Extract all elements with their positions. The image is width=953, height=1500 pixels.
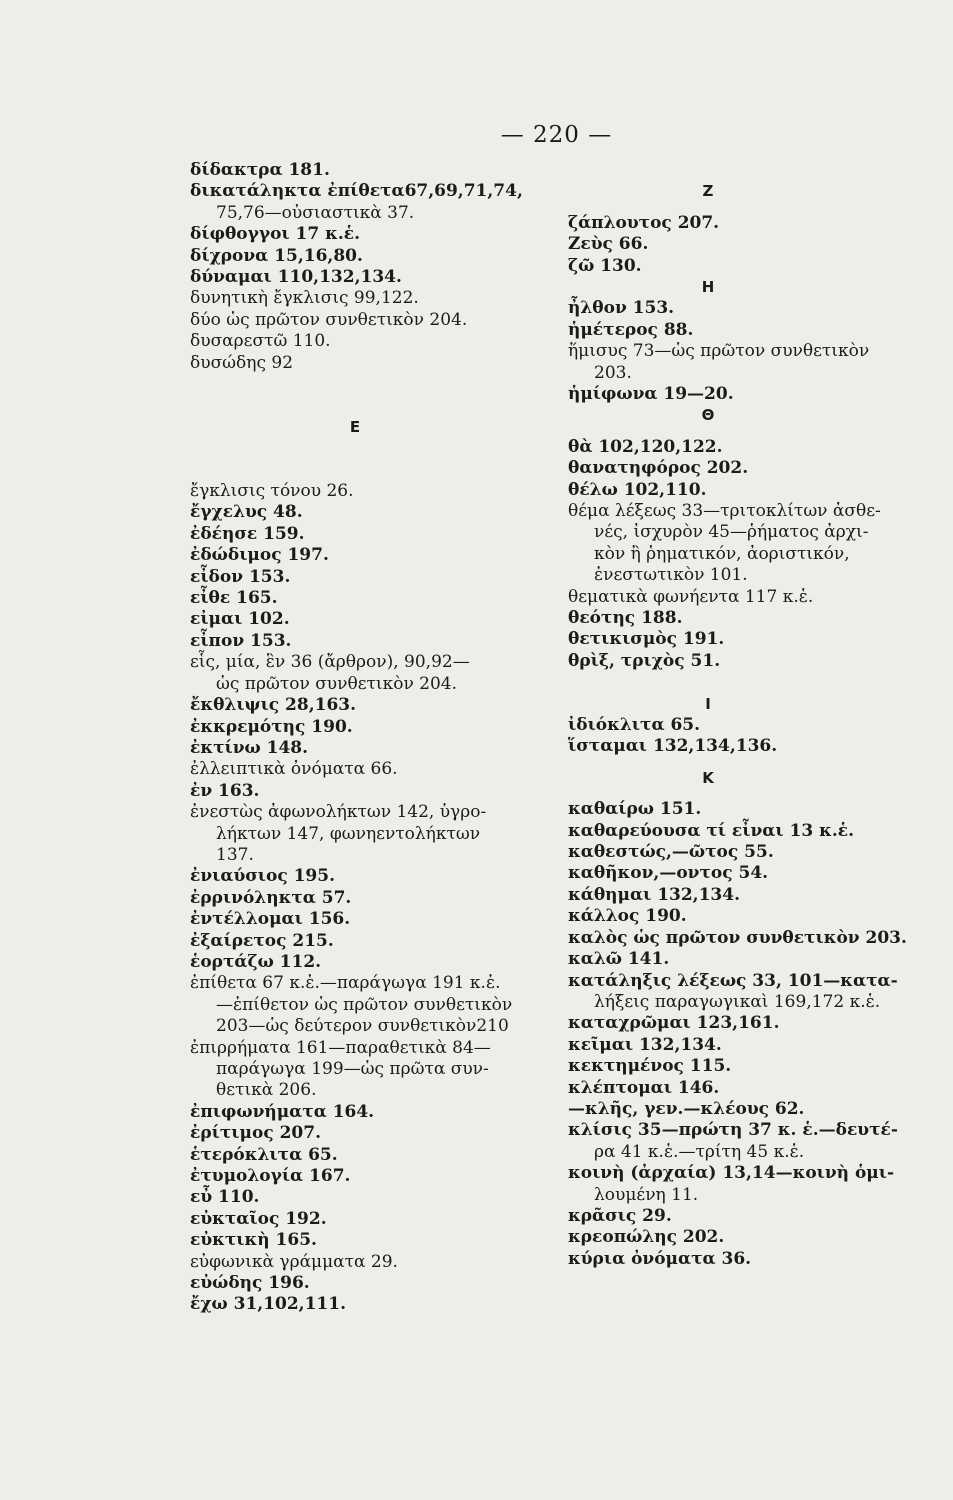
index-entry: ἐλλειπτικὰ ὀνόματα 66. [190,759,398,780]
index-entry: Ζεὺς 66. [568,234,649,255]
index-entry: ἐκτίνω 148. [190,737,309,758]
index-entry: κρεοπώλης 202. [568,1227,725,1248]
index-entry: θανατηφόρος 202. [568,458,749,479]
index-entry: κεῖμαι 132,134. [568,1034,722,1055]
section-heading-e: Ε [349,417,361,436]
index-entry: ἐν 163. [190,780,260,801]
index-entry: εὐκτικὴ 165. [190,1230,317,1251]
index-entry-continuation: ἐνεστωτικὸν 101. [594,565,748,586]
index-entry: δικατάληκτα ἐπίθετα67,69,71,74, [190,181,523,202]
index-entry-continuation: 203—ὡς δεύτερον συνθετικὸν210 [216,1016,509,1037]
index-entry: καθαίρω 151. [568,799,702,820]
index-entry: δίχρονα 15,16,80. [190,245,363,266]
index-entry: ἦλθον 153. [568,298,675,319]
index-entry: κάλλος 190. [568,906,687,927]
page-number-text: — 220 — [500,122,613,148]
index-entry: δυνητικὴ ἔγκλισις 99,122. [190,288,419,309]
index-entry-continuation: παράγωγα 199—ὡς πρῶτα συν- [216,1059,489,1080]
index-entry: ἐδέησε 159. [190,523,305,544]
index-entry: κάθημαι 132,134. [568,884,741,905]
index-entry: εἰμαι 102. [190,609,290,630]
index-entry-continuation: λουμένη 11. [594,1184,699,1205]
index-entry: ἡμέτερος 88. [568,319,694,340]
index-entry: θεματικὰ φωνήεντα 117 κ.ἑ. [568,586,814,607]
index-entry: καλῶ 141. [568,949,670,970]
index-entry: δύο ὡς πρῶτον συνθετικὸν 204. [190,309,468,330]
index-entry: καταχρῶμαι 123,161. [568,1013,780,1034]
index-entry: κρᾶσις 29. [568,1205,672,1226]
index-column-left [190,160,550,1316]
index-entry: ἑορτάζω 112. [190,951,322,972]
index-entry: εὖ 110. [190,1187,260,1208]
index-entry: ἵσταμαι 132,134,136. [568,736,778,757]
index-entry: ἐρρινόληκτα 57. [190,887,352,908]
index-entry: εἶδον 153. [190,566,291,587]
index-entry-continuation: —ἐπίθετον ὡς πρῶτον συνθετικὸν [216,994,513,1015]
index-entry: κοινὴ (ἀρχαία) 13,14—κοινὴ ὁμι- [568,1163,895,1184]
index-entry: ἐκκρεμότης 190. [190,716,353,737]
index-entry: δυσώδης 92 [190,352,294,373]
index-entry: θεότης 188. [568,608,683,629]
index-entry: ζάπλουτος 207. [568,212,720,233]
index-entry: ἐπιφωνήματα 164. [190,1101,375,1122]
index-entry: δίδακτρα 181. [190,160,330,180]
index-entry: εὐώδης 196. [190,1273,310,1294]
index-entry: δύναμαι 110,132,134. [190,267,402,288]
index-entry: κεκτημένος 115. [568,1056,732,1077]
index-entry: εἷς, μία, ἓν 36 (ἄρθρον), 90,92— [190,652,470,673]
index-entry: δυσαρεστῶ 110. [190,331,331,352]
index-entry: ἔγκλισις τόνου 26. [190,481,354,502]
index-entry: καθῆκον,—οντος 54. [568,863,769,884]
index-entry-continuation: 137. [216,844,254,865]
index-entry: εὐκταῖος 192. [190,1208,327,1229]
index-entry: θρὶξ, τριχὸς 51. [568,650,721,671]
index-entry: ἔκθλιψις 28,163. [190,695,357,716]
section-heading-th: Θ [701,406,715,425]
index-entry: εἶπον 153. [190,630,292,651]
index-entry: ἰδιόκλιτα 65. [568,715,701,736]
index-entry: καλὸς ὡς πρῶτον συνθετικὸν 203. [568,927,907,948]
index-entry: εἶθε 165. [190,588,278,609]
index-entry: κλίσις 35—πρώτη 37 κ. ἑ.—δευτέ- [568,1120,898,1141]
index-entry: θετικισμὸς 191. [568,629,725,650]
index-entry: ἔχω 31,102,111. [190,1294,347,1315]
index-column-right [568,160,943,1270]
page-number [0,122,953,148]
index-entry-continuation: 203. [594,362,632,383]
index-entry: —κλῆς, γεν.—κλέους 62. [568,1098,805,1119]
index-entry: ἐνιαύσιος 195. [190,866,336,887]
index-entry: ἐτυμολογία 167. [190,1166,351,1187]
index-entry-continuation: κὸν ἢ ῥηματικόν, ἀοριστικόν, [594,543,850,564]
index-entry-continuation: ρα 41 κ.ἑ.—τρίτη 45 κ.ἑ. [594,1141,805,1162]
index-entry: ἡμίφωνα 19—20. [568,384,734,405]
index-entry: θέλω 102,110. [568,479,707,500]
index-entry: δίφθογγοι 17 κ.ἑ. [190,224,361,245]
index-entry: καθεστώς,—ῶτος 55. [568,842,774,863]
index-entry: ἐξαίρετος 215. [190,930,334,951]
index-entry-continuation: θετικὰ 206. [216,1080,317,1101]
index-entry-continuation: ὡς πρῶτον συνθετικὸν 204. [216,673,458,694]
section-heading-z: Ζ [702,182,714,201]
index-entry: ἑτερόκλιτα 65. [190,1144,338,1165]
index-entry: κλέπτομαι 146. [568,1077,720,1098]
section-heading-h: Η [701,278,715,296]
index-entry-continuation: 75,76—οὐσιαστικὰ 37. [216,202,415,223]
index-entry: ἥμισυς 73—ὡς πρῶτον συνθετικὸν [568,341,870,362]
index-entry: ζῶ 130. [568,255,642,276]
index-entry-continuation: λήκτων 147, φωνηεντολήκτων [216,823,481,844]
index-entry-continuation: λήξεις παραγωγικαὶ 169,172 κ.ἑ. [594,991,881,1012]
index-entry: ἐπιρρήματα 161—παραθετικὰ 84— [190,1037,491,1058]
index-entry: θέμα λέξεως 33—τριτοκλίτων ἀσθε- [568,501,881,522]
index-entry-continuation: νές, ἰσχυρὸν 45—ῥήματος ἀρχι- [594,522,869,543]
index-entry: ἐρίτιμος 207. [190,1123,321,1144]
index-entry: ἔγχελυς 48. [190,502,303,523]
index-entry: ἐντέλλομαι 156. [190,909,351,930]
index-entry: κατάληξις λέξεως 33, 101—κατα- [568,970,898,991]
index-entry: ἐπίθετα 67 κ.ἑ.—παράγωγα 191 κ.ἑ. [190,973,501,994]
index-entry: ἐδώδιμος 197. [190,545,329,566]
index-entry: εὐφωνικὰ γράμματα 29. [190,1251,398,1272]
index-entry: κύρια ὀνόματα 36. [568,1248,752,1269]
index-entry: καθαρεύουσα τί εἶναι 13 κ.ἑ. [568,820,855,841]
index-entry: θὰ 102,120,122. [568,436,723,457]
section-heading-i: Ι [705,694,711,713]
section-heading-k: Κ [702,768,714,787]
index-entry: ἐνεστὼς ἀφωνολήκτων 142, ὑγρο- [190,802,487,823]
